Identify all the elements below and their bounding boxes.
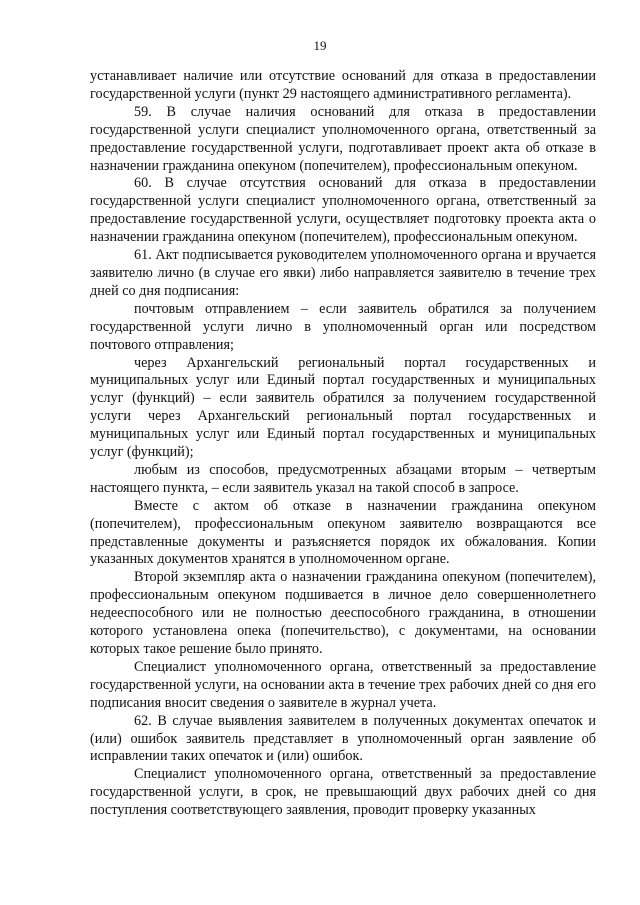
paragraph-61: 61. Акт подписывается руководителем уполномоченного органа и вручается заявителю лично (в случае его явки) либо направляется заявителю в течение трех дней со дня подписания: [90, 247, 596, 299]
paragraph-61-portal: через Архангельский региональный портал государственных и муниципальных услуг или Единый портал государственных и муниципальных услуг (функций) – если заявитель обратился за получением государственной услуги через Архангельский региональный портал государственных и муниципальных услуг или Единый портал государственных и муниципальных услуг (функций); [90, 354, 596, 461]
paragraph-journal-entry: Специалист уполномоченного органа, ответственный за предоставление государственной услуги, на основании акта в течение трех рабочих дней со дня его подписания вносит сведения о заявителе в журнал учета. [90, 658, 596, 711]
paragraph-61-postal: почтовым отправлением – если заявитель обратился за получением государственной услуги лично в уполномоченный орган или посредством почтового отправления; [90, 300, 596, 353]
paragraph-61-any-method: любым из способов, предусмотренных абзацами вторым – четвертым настоящего пункта, – если заявитель указал на такой способ в запросе. [90, 461, 596, 496]
paragraph-continuation: устанавливает наличие или отсутствие оснований для отказа в предоставлении государственной услуги (пункт 29 настоящего административного регламента). [90, 68, 596, 102]
paragraph-62-verification: Специалист уполномоченного органа, ответственный за предоставление государственной услуги, в срок, не превышающий двух рабочих дней со дня поступления соответствующего заявления, проводит проверку указанных [90, 766, 596, 819]
document-body [90, 68, 596, 820]
paragraph-59: 59. В случае наличия оснований для отказа в предоставлении государственной услуги специалист уполномоченного органа, ответственный за предоставление государственной услуги, подготавливает проект акта об отказе в назначении гражданина опекуном (попечителем), профессиональным опекуном. [90, 103, 596, 174]
paragraph-62: 62. В случае выявления заявителем в полученных документах опечаток и (или) ошибок заявитель представляет в уполномоченный орган заявление об исправлении таких опечаток и (или) ошибок. [90, 712, 596, 765]
paragraph-refusal-documents: Вместе с актом об отказе в назначении гражданина опекуном (попечителем), профессиональным опекуном заявителю возвращаются все представленные документы и разъясняется порядок их обжалования. Копии указанных документов хранятся в уполномоченном органе. [90, 497, 596, 568]
paragraph-second-copy: Второй экземпляр акта о назначении гражданина опекуном (попечителем), профессиональным опекуном подшивается в личное дело совершеннолетнего недееспособного или не полностью дееспособного гражданина, в отношении которого установлена опека (попечительство), с документами, на основании которых такое решение было принято. [90, 569, 596, 657]
paragraph-60: 60. В случае отсутствия оснований для отказа в предоставлении государственной услуги специалист уполномоченного органа, ответственный за предоставление государственной услуги, осуществляет подготовку проекта акта о назначении гражданина опекуном (попечителем), профессиональным опекуном. [90, 175, 596, 246]
page-number: 19 [313, 38, 327, 53]
